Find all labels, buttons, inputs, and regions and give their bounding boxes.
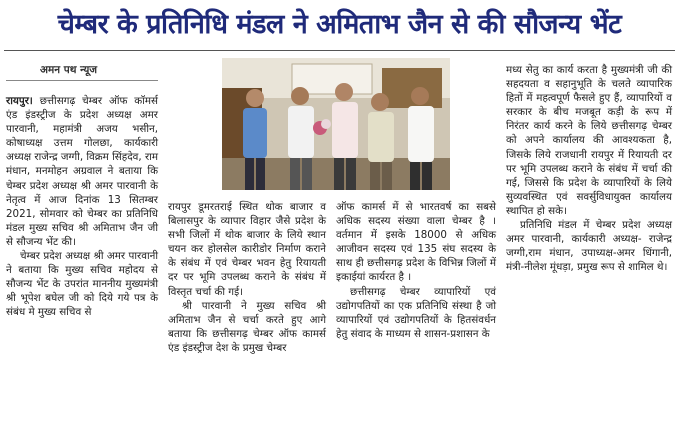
byline-rule [6, 80, 158, 81]
headline: चेम्बर के प्रतिनिधि मंडल ने अमिताभ जैन से की सौजन्य भेंट [57, 9, 622, 40]
news-photo [222, 58, 450, 190]
paragraph: छत्तीसगढ़ चेम्बर व्यापारियों एवं उद्योगपतियों का एक प्रतिनिधि संस्था है जो व्यापारियों एवं उद्योगपतियों के हितसंवर्धन हेतु संवाद के माध्यम से शासन-प्रशासन के [336, 285, 496, 340]
paragraph: श्री पारवानी ने मुख्य सचिव श्री अमिताभ जैन से चर्चा करते हुए आगे बताया कि छत्तीसगढ़ चेम्बर ऑफ कामर्स एंड इंडस्ट्रीज देश के प्रमुख चेम्बर [168, 299, 326, 354]
paragraph: मध्य सेतु का कार्य करता है मुख्यमंत्री जी की सहदयता व सहानुभूति के चलते व्यापारिक हितों में महत्वपूर्ण फैसले हुए हैं, व्यापारियों व सरकार के बीच मजबूत कड़ी के रूप में निरंतर कार्य करने के लिये छत्तीसगढ़ चेम्बर को अपने कार्यालय की आवश्यकता है, जिसके लिये राजधानी रायपुर में रियायती दर पर भूमि उपलब्ध कराने के संबंध में चर्चा की गई, जिससे कि प्रदेश के व्यापारियों के लिये सुव्यवस्थित एवं सवर्सुविधायुक्त कार्यालय स्थापित हो सके। [506, 64, 672, 217]
dateline: रायपुर। [6, 95, 33, 107]
paragraph: चेम्बर प्रदेश अध्यक्ष श्री अमर पारवानी ने बताया कि मुख्य सचिव महोदय से सौजन्य भेंट के उपरांत माननीय मुख्यमंत्री श्री भूपेश बघेल जी को दिये गये पत्र के संबंध मे मुख्य सचिव से [6, 250, 158, 319]
article-column-3 [336, 200, 496, 341]
paragraph-text: छत्तीसगढ़ चेम्बर ऑफ कॉमर्स एंड इंडस्ट्रीज के प्रदेश अध्यक्ष अमर पारवानी, महामंत्री अजय भसीन, कोषाध्यक्ष उत्तम गोलछा, कार्यकारी अध्यक्ष राजेन्द्र जग्गी, विक्रम सिंहदेव, राम मंधान, मनमोहन अग्रवाल ने बताया कि चेम्बर प्रदेश अध्यक्ष श्री अमर पारवानी के नेतृत्व में आज दिनांक 13 सितम्बर 2021, सोमवार को चेम्बर का प्रतिनिधि मंडल मुख्य सचिव श्री अमिताभ जैन जी से सौजन्य भेंट की। [6, 95, 158, 248]
article-column-2 [168, 200, 326, 355]
article-column-1 [6, 94, 158, 320]
paragraph: प्रतिनिधि मंडल में चेम्बर प्रदेश अध्यक्ष अमर पारवानी, कार्यकारी अध्यक्ष- राजेन्द्र जग्गी,राम मंधान, उपाध्यक्ष-अमर धिंगानी, मंत्री-नीलेश मूंधड़ा, प्रमुख रूप से शामिल थे। [506, 219, 672, 274]
article-column-4 [506, 63, 672, 274]
headline-rule [4, 50, 675, 51]
paragraph: रायपुर डूमरतराई स्थित थोक बाजार व बिलासपुर के व्यापार विहार जैसे प्रदेश के सभी जिलों में थोक बाजार के लिये स्थान चयन कर होलसेल कारीडोर निर्माण कराने के संबंध में एवं चेम्बर भवन हेतु रियायती दर पर भूमि उपलब्ध कराने के संबंध में विस्तृत चर्चा की गई। [168, 201, 326, 298]
paragraph [6, 94, 158, 249]
paragraph: ऑफ कामर्स में से भारतवर्ष का सबसे अधिक सदस्य संख्या वाला चेम्बर है । वर्तमान में इसके 18000 से अधिक आजीवन सदस्य एवं 135 संघ सदस्य के साथ ही छत्तीसगढ़ प्रदेश के विभिन्न जिलों में इकाईयां कार्यरत है । [336, 201, 496, 284]
byline: अमन पथ न्यूज [40, 64, 98, 76]
